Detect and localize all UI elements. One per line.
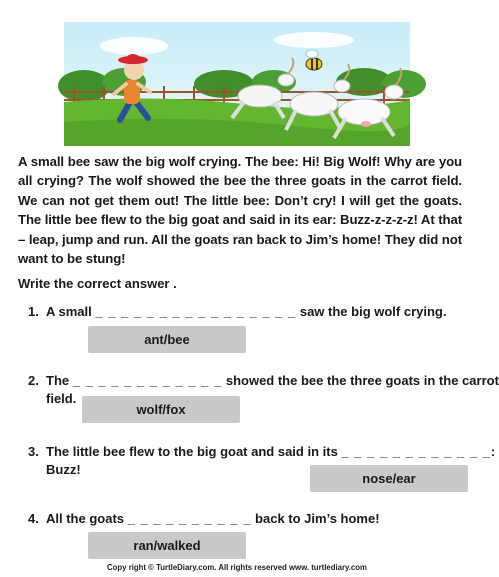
question-text-after: : [490, 444, 496, 459]
illustration-svg [64, 22, 410, 146]
question-text [46, 303, 446, 321]
question-text-before: The little bee flew to the big goat and said in its [46, 444, 342, 459]
question-number: 3. [28, 444, 39, 459]
question-text-continued: Buzz! [46, 462, 81, 477]
answer-options-box: ran/walked [88, 532, 246, 559]
footer-copyright: Copy right © TurtleDiary.com. All rights reserved www. turtlediary.com [107, 563, 367, 572]
question-number: 1. [28, 304, 39, 319]
question-number: 2. [28, 373, 39, 388]
question-text [46, 372, 499, 390]
question-text-after: back to Jim’s home! [251, 511, 380, 526]
question-number: 4. [28, 511, 39, 526]
story-paragraph: A small bee saw the big wolf crying. The bee: Hi! Big Wolf! Why are you all crying? The wolf showed the bee the three goats in the carrot field. We can not get them out! The little bee: Don’t cry! I will get the goats. The little bee flew to the big goat and said in its ear: Buzz-z-z-z-z! At that – leap, jump and run. All the goats ran back to Jim’s home! They did not want to be stung! [18, 154, 462, 267]
story-illustration [64, 22, 410, 146]
answer-blank[interactable]: _ _ _ _ _ _ _ _ _ _ _ _ _ _ _ _ [95, 304, 297, 319]
answer-options-box: nose/ear [310, 465, 468, 492]
question-4 [28, 510, 468, 530]
question-text-after: saw the big wolf crying. [296, 304, 447, 319]
answer-options-box: wolf/fox [82, 396, 240, 423]
question-text-before: A small [46, 304, 96, 319]
instruction-text: Write the correct answer . [18, 276, 177, 291]
question-text-before: All the goats [46, 511, 128, 526]
answer-options-box: ant/bee [88, 326, 246, 353]
cloud [100, 37, 168, 55]
question-text-before: The [46, 373, 73, 388]
question-text [46, 443, 495, 461]
cloud [274, 32, 354, 48]
answer-blank[interactable]: _ _ _ _ _ _ _ _ _ _ _ _ [72, 373, 223, 388]
answer-blank[interactable]: _ _ _ _ _ _ _ _ _ _ _ _ [341, 444, 491, 459]
question-text [46, 510, 380, 528]
question-text-after: showed the bee the three goats in the carrot [222, 373, 499, 388]
answer-blank[interactable]: _ _ _ _ _ _ _ _ _ _ [127, 511, 252, 526]
question-text-continued: field. [46, 391, 77, 406]
